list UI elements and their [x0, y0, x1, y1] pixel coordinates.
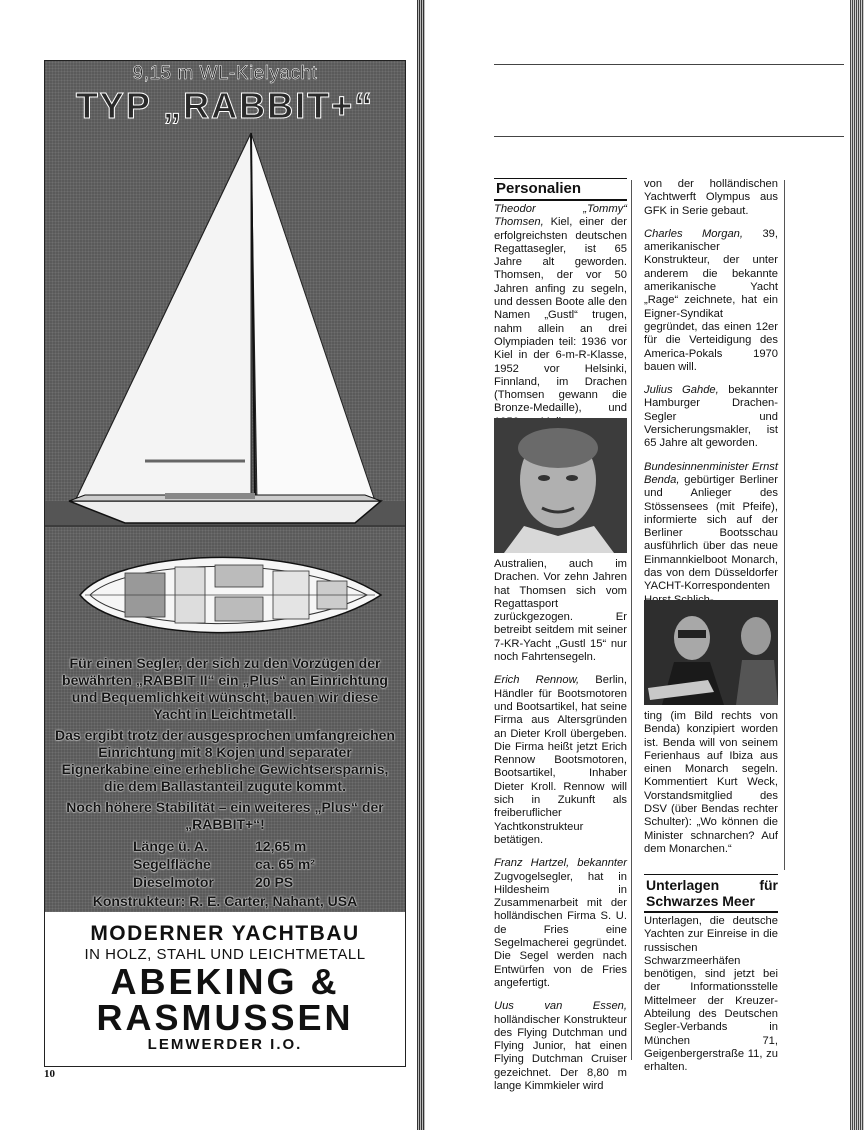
article-text: holländischer Konstrukteur des Flying Dutchman und Flying Junior, hat einen Flying Dutchman Cruiser gezeichnet. Der 8,80 m lange Kimmkieler wird: [494, 1013, 627, 1092]
ad-company-name: [45, 961, 405, 1038]
header-rule: [494, 64, 844, 65]
schwarzes-meer-section: [644, 874, 778, 1085]
section-heading: Personalien: [494, 178, 627, 201]
ad-subtitle: 9,15 m WL-Kielyacht: [132, 63, 318, 84]
spec-label: Dieselmotor: [133, 874, 214, 890]
article-hartzel: [494, 857, 627, 990]
spec-label: Länge ü. A.: [133, 838, 208, 854]
section-heading: Unterlagen für Schwarzes Meer: [644, 874, 778, 913]
article-tommy: [494, 203, 627, 429]
article-text: Zugvogelsegler, hat in Hildesheim in Zusammenarbeit mit der holländischen Firma S. U. de Fries eine Segelmacherei gegründet. Die Segel werden nach Entwürfen von de Fries angefertigt.: [494, 870, 627, 989]
person-name: Erich Rennow,: [494, 674, 580, 687]
article-essen-continued: von der holländischen Yachtwerft Olympus aus GFK in Serie gebaut.: [644, 178, 778, 217]
article-tommy-continued: Australien, auch im Drachen. Vor zehn Jahren hat Thomsen sich vom Regattasport zurückgezogen. Er betreibt seitdem mit seiner 7-KR-Yacht „Gustl 15“ nur noch Fahrtensegeln.: [494, 558, 627, 664]
yacht-sail-drawing: [45, 61, 405, 661]
person-name: Bundesinnenminister Ernst Benda,: [644, 460, 778, 486]
article-benda: [644, 461, 778, 607]
advertisement: [44, 60, 406, 914]
article-essen: [494, 1000, 627, 1093]
column-divider: [631, 180, 632, 1060]
ad-title: TYP „RABBIT+“: [75, 85, 375, 126]
column-divider: [784, 180, 785, 870]
ad-paragraph-2: Das ergibt trotz der ausgesprochen umfangreichen Einrichtung mit 8 Kojen und separater Eignerkabine eine erhebliche Gewichtsersparnis, die dem Ballastanteil zugute kommt.: [55, 727, 395, 794]
article-morgan: [644, 228, 778, 374]
spec-value: 20 PS: [255, 874, 294, 890]
person-name: Julius Gahde,: [644, 384, 719, 397]
group-photo-image: [644, 600, 778, 705]
column-2: [644, 178, 778, 617]
ad-paragraph-1: Für einen Segler, der sich zu den Vorzügen der bewährten „RABBIT II“ ein „Plus“ an Einrichtung und Bequemlichkeit wünscht, bauen wir diese Yacht in Leichtmetall.: [62, 655, 388, 722]
article-text: gebürtiger Berliner und Anlieger des Stössensees (mit Pfeife), informierte sich auf der Berliner Bootsschau ausführlich über das neue Einmannkielboot Monarch, das von dem Düsseldorfer YACHT-Korrespondenten: [644, 473, 778, 593]
ad-company-name-2: RASMUSSEN: [96, 997, 354, 1038]
article-gahde: [644, 384, 778, 450]
photo-benda: [644, 600, 778, 705]
portrait-image: [494, 418, 627, 553]
ad-designer: Konstrukteur: R. E. Carter, Nahant, USA: [92, 893, 358, 909]
article-text: Berlin, Händler für Bootsmotoren und Bootsartikel, hat seine Firma aus Altersgründen an Dieter Kroll übergeben. Die Firma heißt jetzt Erich Rennow Bootsmotoren, Bootsartikel, Inhaber Dieter Kroll. Rennow will sich in Zukunft als freiberuflicher Yachtkonstrukteur betätigen.: [494, 674, 627, 846]
spec-value: ca. 65 m²: [255, 856, 315, 872]
ad-footer-place: LEMWERDER I.O.: [147, 1036, 303, 1053]
page-gutter: [417, 0, 425, 1130]
ad-footer-line2: IN HOLZ, STAHL UND LEICHTMETALL: [84, 946, 366, 963]
person-name: Uus van Essen,: [494, 1000, 627, 1013]
article-schwarzes-meer: Unterlagen, die deutsche Yachten zur Einreise in die russischen Schwarzmeerhäfen benötigen, sind jetzt bei der Informationsstelle Mittelmeer der Kreuzer-Abteilung des Deutschen Segler-Verbands in München 71, Geigenbergerstraße 11, zu erhalten.: [644, 915, 778, 1074]
article-text: 39, amerikanischer Konstrukteur, der unter anderem die bekannte amerikanische Yacht „Rage“ zeichnete, hat ein Eigner-Syndikat gegründet, das einen 12er für die Verteidigung des America-Pokals 1970 bauen will.: [644, 227, 778, 373]
article-rennow: [494, 674, 627, 847]
spec-value: 12,65 m: [255, 838, 307, 854]
header-rule: [494, 136, 844, 137]
photo-thomsen: [494, 418, 627, 553]
page-edge: [850, 0, 864, 1130]
ad-footer: [44, 912, 406, 1067]
spec-label: Segelfläche: [133, 856, 211, 872]
ad-footer-line1: MODERNER YACHTBAU: [90, 922, 360, 945]
column-1: [494, 178, 627, 439]
ad-company-name-1: ABEKING &: [110, 961, 340, 1002]
person-name: Franz Hartzel, bekannter: [494, 857, 627, 870]
column-2-continued: [644, 710, 778, 866]
person-name: Charles Morgan,: [644, 227, 744, 240]
person-name: Theodor „Tommy“ Thomsen,: [494, 203, 627, 229]
article-text: Kiel, einer der erfolgreichsten deutschen Regattasegler, ist 65 Jahre alt geworden. Thomsen, der vor 50 Jahren anfing zu segeln, und dessen Boote alle den Namen „Gustl“ trugen, nahm allein an drei Olympiaden teil: 1936 vor Kiel in der 6-m-R-Klasse, 1952 vor Helsinki, Finnland, im Drachen (Thomsen gewann die Bronze-Medaille), und: [494, 216, 627, 415]
article-benda-continued: ting (im Bild rechts von Benda) konzipiert worden ist. Benda will von seinem Ferienhaus auf Ibiza aus einen Monarch segeln. Kommentiert Kurt Weck, Vorstandsmitglied des DSV (über Bendas rechter Schulter): „Wo können die Minister schnarchen? Auf dem Monarchen.“: [644, 710, 778, 855]
column-1-continued: [494, 558, 627, 1103]
article-text: bekannter Hamburger Drachen-Segler und Versicherungsmakler, ist 65 Jahre alt geworden.: [644, 384, 778, 450]
page-number: 10: [44, 1068, 55, 1080]
ad-paragraph-3: Noch höhere Stabilität – ein weiteres „Plus“ der „RABBIT+“!: [66, 799, 384, 832]
